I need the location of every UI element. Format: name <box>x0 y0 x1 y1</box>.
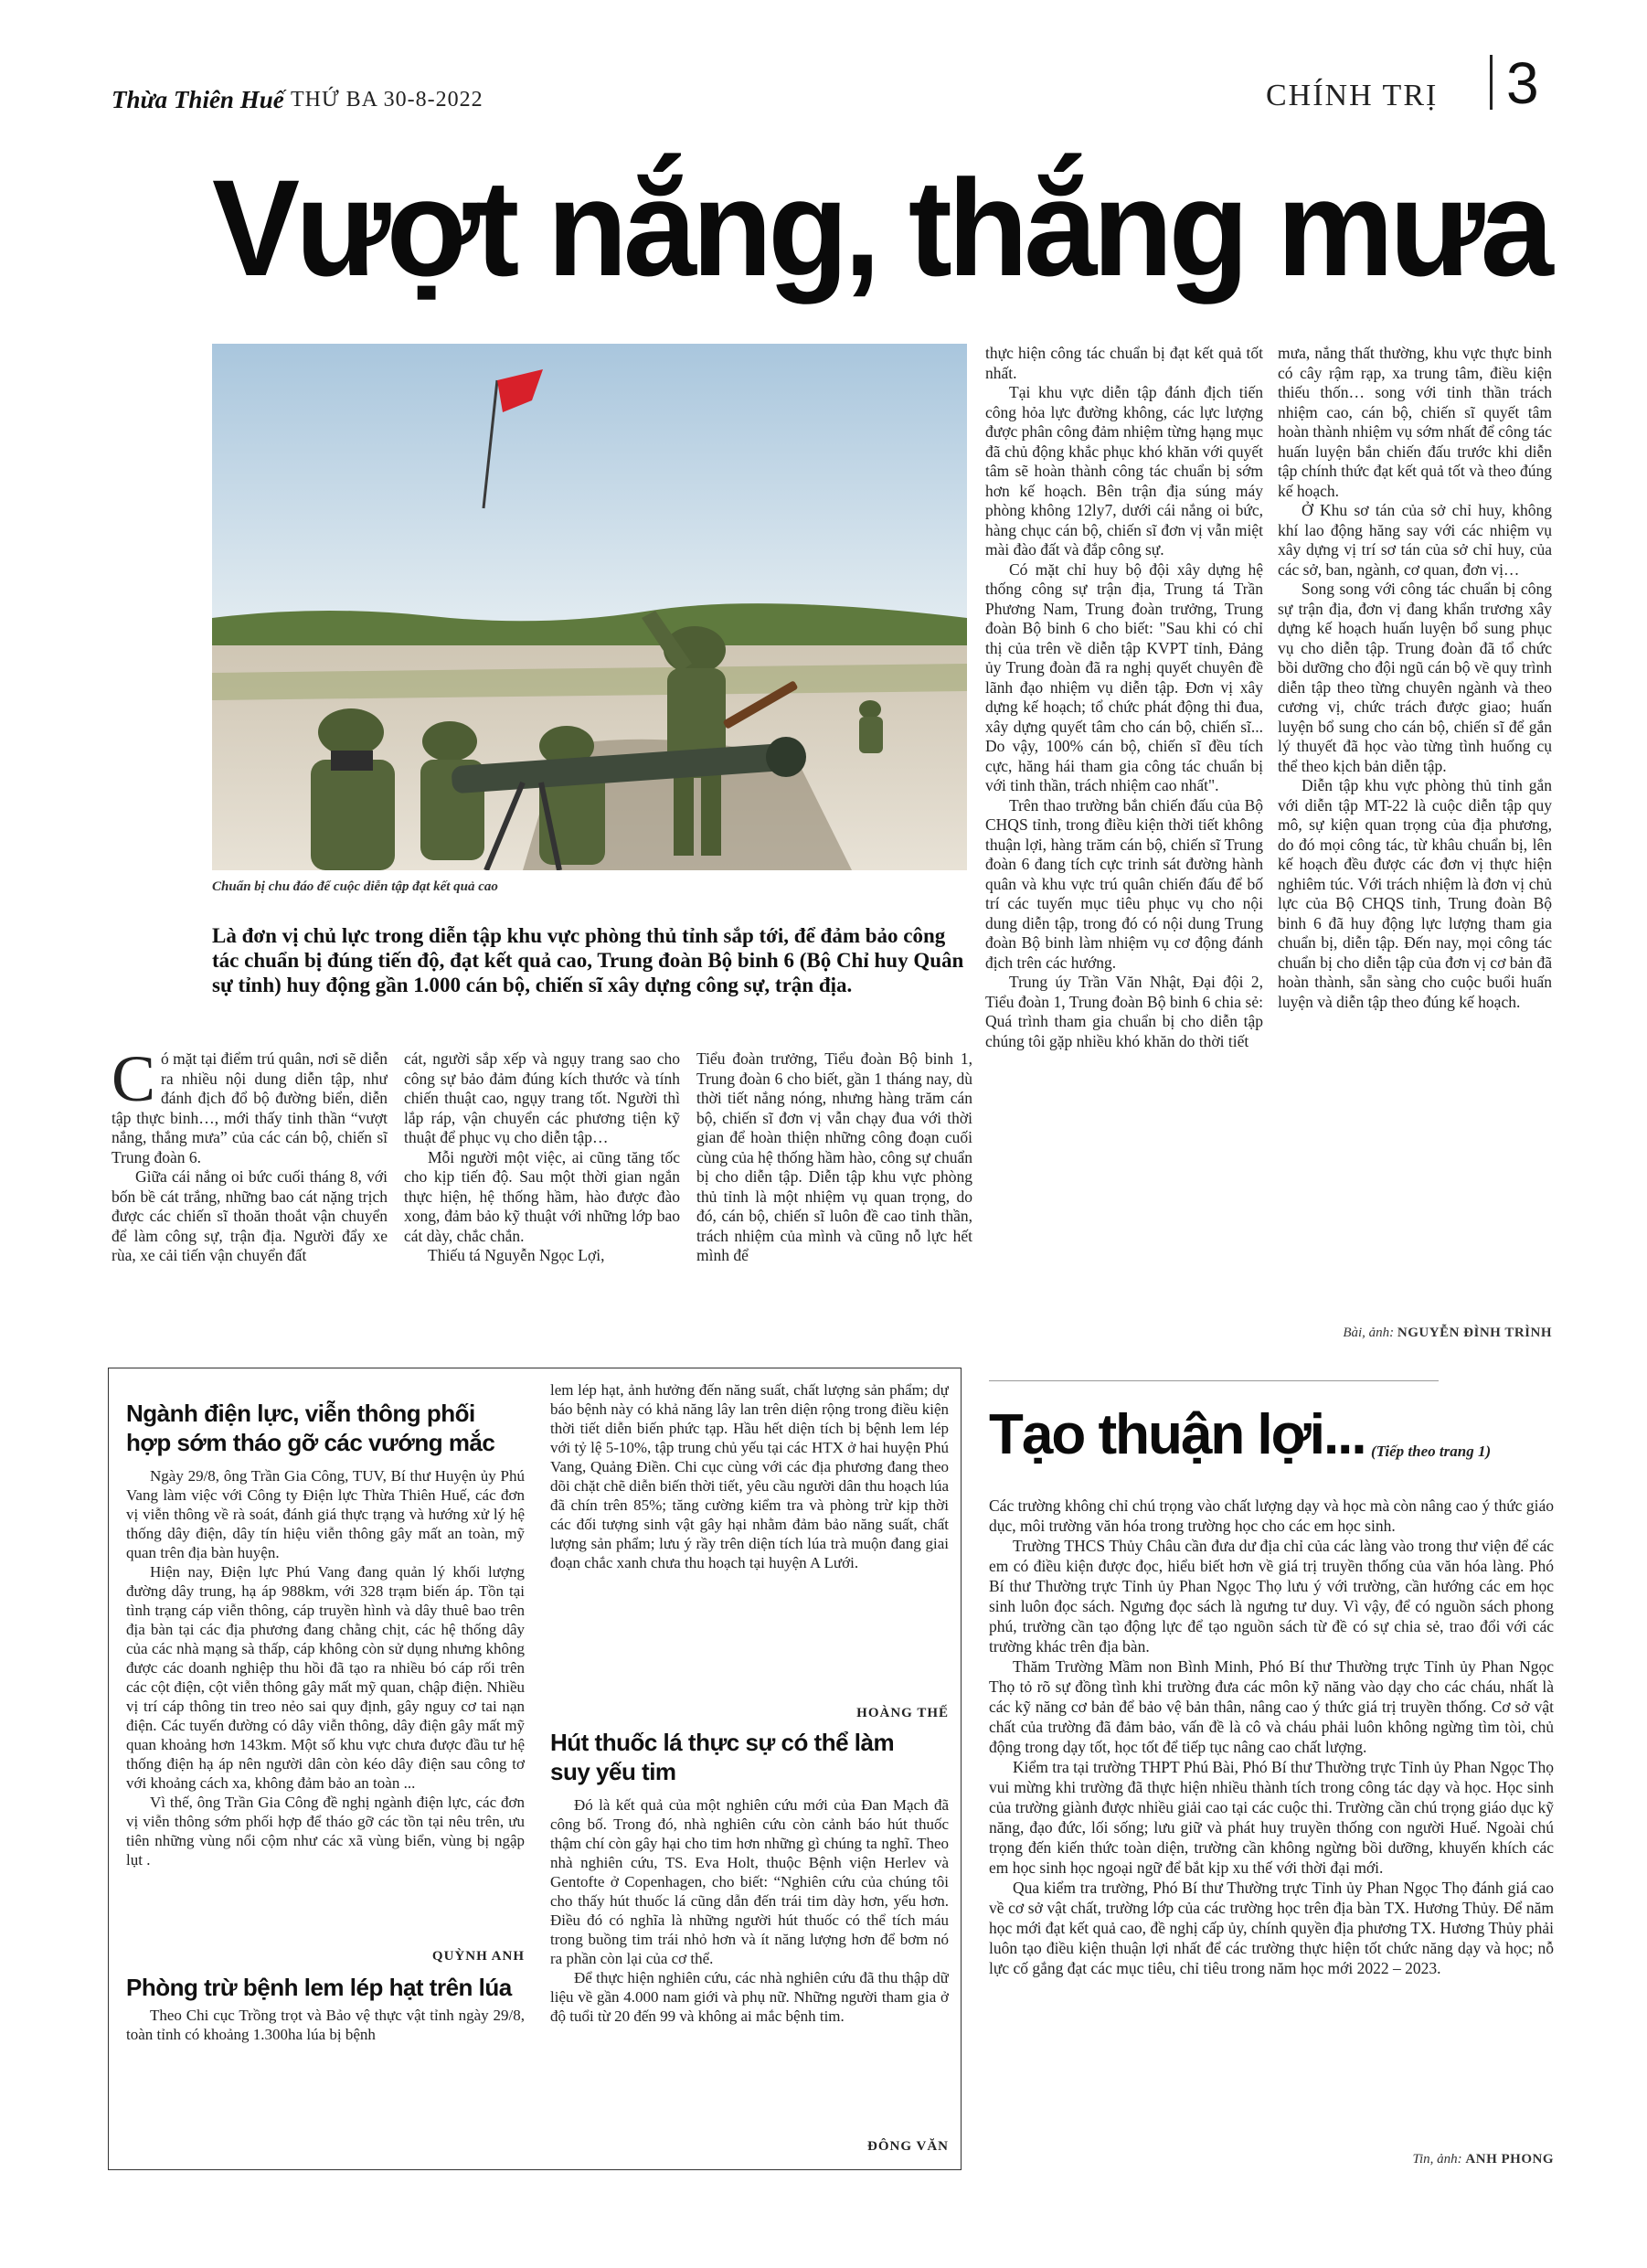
article-column-4 <box>985 344 1263 1344</box>
news-item-3-body <box>550 1795 949 2137</box>
paragraph: Giữa cái nắng oi bức cuối tháng 8, với bốn bề cát trắng, những bao cát nặng trịch được các chiến sĩ thoăn thoắt vận chuyển để làm công sự, trận địa. Người đẩy xe rùa, xe cải tiến vận chuyển đất <box>112 1167 388 1264</box>
byline-label: Tin, ảnh: <box>1412 2152 1462 2167</box>
paragraph: lem lép hạt, ảnh hưởng đến năng suất, chất lượng sản phẩm; dự báo bệnh này có khả năng lây lan trên diện rộng trong điều kiện thời tiết diễn biến phức tạp. Hầu hết diện tích bị bệnh lem lép với tỷ lệ 5-10%, tập trung chủ yếu tại các HTX ở hai huyện Phú Vang, Quảng Điền. Chi cục cùng với các địa phương đang theo dõi chặt chẽ diễn biến thời tiết, yêu cầu người dân thu hoạch lúa đã chín trên 85%; tăng cường kiểm tra và phòng trừ kịp thời các đối tượng sinh vật gây hại nhằm đảm bảo năng suất, chất lượng sản phẩm; lưu ý rầy trên diện tích lúa trà muộn đang giai đoạn chắc xanh chưa thu hoạch tại huyện A Lưới. <box>550 1381 949 1571</box>
paragraph: Đó là kết quả của một nghiên cứu mới của Đan Mạch đã công bố. Trong đó, nhà nghiên cứu còn cảnh báo hút thuốc thậm chí còn gây hại cho tim hơn những gì chúng ta nghĩ. Theo nhà nghiên cứu, TS. Eva Holt, thuộc Bệnh viện Herlev và Gentofte ở Copenhagen, cho biết: “Nghiên cứu của chúng tôi cho thấy hút thuốc lá cũng dẫn đến trái tim dày hơn, yếu hơn. Điều đó có nghĩa là những người hút thuốc có thể tích máu trong buồng tim trái nhỏ hơn và ít năng lượng hơn để bơm nó ra phần còn lại của cơ thể. <box>550 1796 949 1967</box>
news-item-2-author: HOÀNG THẾ <box>856 1706 949 1720</box>
section-divider <box>989 1380 1439 1381</box>
second-article-body <box>989 1496 1554 2146</box>
paragraph: mưa, nắng thất thường, khu vực thực binh có cây rậm rạp, xa trung tâm, điều kiện thiếu thốn… song với tinh thần trách nhiệm cao, cán bộ, chiến sĩ quyết tâm hoàn thành nhiệm vụ sớm nhất để công tác huấn luyện bắn chiến đấu trước khi diễn tập chính thức đạt kết quả tốt và theo đúng kế hoạch. <box>1278 344 1552 500</box>
issue-date: THỨ BA 30-8-2022 <box>291 88 483 112</box>
main-headline: Vượt nắng, thắng mưa <box>212 151 1549 304</box>
paragraph: Ngày 29/8, ông Trần Gia Công, TUV, Bí thư Huyện ủy Phú Vang làm việc với Công ty Điện lực Thừa Thiên Huế, các đơn vị viễn thông về rà soát, đánh giá thực trạng và hướng xử lý hệ thống dây điện, dây tín hiệu viễn thông gây mất an toàn, mỹ quan trên địa bàn huyện. <box>126 1467 525 1561</box>
page-number: 3 <box>1506 50 1539 116</box>
news-item-1-title: Ngành điện lực, viễn thông phối hợp sớm tháo gỡ các vướng mắc <box>126 1400 495 1456</box>
paragraph: Trên thao trường bắn chiến đấu của Bộ CHQS tỉnh, trong điều kiện thời tiết không thuận lợi, hàng trăm cán bộ, chiến sĩ Trung đoàn 6 đang tích cực trinh sát đường hành quân và khu vực trú quân chiến đấu để bố trí các tuyến mục tiêu phục vụ cho nội dung diễn tập, trong đó có nội dung Trung đoàn Bộ binh làm nhiệm vụ cơ động đánh địch trên các hướng. <box>985 795 1263 972</box>
byline-author: ANH PHONG <box>1465 2152 1554 2167</box>
news-item-2-body-part1 <box>126 2006 525 2050</box>
paragraph: Có mặt chỉ huy bộ đội xây dựng hệ thống công sự trận địa, Trung tá Trần Phương Nam, Trung đoàn trưởng, Trung đoàn Bộ binh 6 cho biết: "Sau khi có chỉ thị của trên về diễn tập KVPT tỉnh, Đảng ủy Trung đoàn đã ra nghị quyết chuyên đề lãnh đạo nhiệm vụ diễn tập. Đơn vị xây dựng kế hoạch; tổ chức phát động thi đua, xây dựng quyết tâm cho cán bộ, chiến sĩ... Do vậy, 100% cán bộ, chiến sĩ đều tích cực, hăng hái tham gia công tác chuẩn bị với tinh thần, trách nhiệm cao nhất". <box>985 559 1263 794</box>
article-column-1 <box>112 1049 388 1344</box>
article-column-5 <box>1278 344 1552 1322</box>
paragraph: Thăm Trường Mầm non Bình Minh, Phó Bí thư Thường trực Tỉnh ủy Phan Ngọc Thọ tỏ rõ sự đồng tình khi trường đưa các môn kỹ năng vào dạy cho các cháu, nhất là các kỹ năng cơ bản để bảo vệ bản thân, nâng cao ý thức giá trị truyền thống. Cơ sở vật chất của trường đã đảm bảo, vấn đề là cô và cháu phải luôn không ngừng tìm tòi, chủ động trong dạy tốt, học tốt để tiếp tục nâng cao chất lượng. <box>989 1657 1554 1756</box>
paragraph: Vì thế, ông Trần Gia Công đề nghị ngành điện lực, các đơn vị viễn thông sớm phối hợp để tháo gỡ các tồn tại nêu trên, ưu tiên những vùng nổi cộm như các xã vùng biển, vùng bị ngập lụt . <box>126 1794 525 1869</box>
paragraph: Song song với công tác chuẩn bị công sự trận địa, đơn vị đang khẩn trương xây dựng kế hoạch huấn luyện bổ sung phục vụ cho diễn tập. Trung đoàn đã tổ chức bồi dưỡng cho đội ngũ cán bộ về quy trình diễn tập theo từng chuyên ngành và theo cương vị, chức trách được giao; huấn luyện bổ sung cho cán bộ, chiến sĩ để gắn lý thuyết đã học vào từng tình huống cụ thể theo kịch bản diễn tập. <box>1278 580 1552 775</box>
paragraph: Tiểu đoàn trưởng, Tiểu đoàn Bộ binh 1, Trung đoàn 6 cho biết, gần 1 tháng nay, dù thời tiết nắng nóng, nhưng hàng trăm cán bộ, chiến sĩ đơn vị vẫn chạy đua với thời gian để hoàn thiện những công đoạn cuối cùng của hệ thống hầm hào, công sự chuẩn bị cho diễn tập. Diễn tập khu vực phòng thủ tỉnh là một nhiệm vụ quan trọng, do đó, cán bộ, chiến sĩ luôn đề cao tinh thần, trách nhiệm của mình và cũng nỗ lực hết mình để <box>696 1049 972 1264</box>
header-divider <box>1490 55 1493 110</box>
news-item-3-author: ĐÔNG VĂN <box>867 2139 949 2154</box>
paragraph: Theo Chi cục Trồng trọt và Bảo vệ thực vật tỉnh ngày 29/8, toàn tỉnh có khoảng 1.300ha lúa bị bệnh <box>126 2007 525 2043</box>
paragraph: Trường THCS Thủy Châu cần đưa dư địa chỉ của các làng vào trong thư viện để các em có điều kiện được đọc, hiểu biết hơn về giá trị truyền thống của văn hóa làng. Phó Bí thư Thường trực Tỉnh ủy Phan Ngọc Thọ lưu ý với trường, cần hướng các em học sinh luôn đọc sách. Ngưng đọc sách là ngưng tư duy. Vì vậy, để có nguồn sách phong phú, trường cần tạo động lực để tạo nguồn sách từ đề có sự chia sẻ, trao đổi với các trường khác trên địa bàn. <box>989 1537 1554 1656</box>
paragraph: ó mặt tại điểm trú quân, nơi sẽ diễn ra nhiều nội dung diễn tập, như đánh địch đổ bộ đường biển, diễn tập thực binh…, mới thấy tinh thần “vượt nắng, thắng mưa” của các cán bộ, chiến sĩ Trung đoàn 6. <box>112 1049 388 1166</box>
news-item-1-body <box>126 1466 525 1942</box>
paragraph: thực hiện công tác chuẩn bị đạt kết quả tốt nhất. <box>985 344 1263 382</box>
article-photo <box>212 344 967 870</box>
article-lede: Là đơn vị chủ lực trong diễn tập khu vực phòng thủ tỉnh sắp tới, để đảm bảo công tác chuẩn bị đúng tiến độ, đạt kết quả cao, Trung đoàn Bộ binh 6 (Bộ Chỉ huy Quân sự tỉnh) huy động gần 1.000 cán bộ, chiến sĩ xây dựng công sự, trận địa. <box>212 924 964 996</box>
masthead: Thừa Thiên Huế <box>112 86 284 113</box>
byline-author: NGUYỄN ĐÌNH TRÌNH <box>1397 1326 1552 1340</box>
news-item-2-body-part2 <box>550 1380 949 1704</box>
section-title: CHÍNH TRỊ <box>1266 79 1439 112</box>
news-item-1-author: QUỲNH ANH <box>431 1949 525 1964</box>
news-item-2-title: Phòng trừ bệnh lem lép hạt trên lúa <box>126 1974 512 2001</box>
paragraph: Ở Khu sơ tán của sở chỉ huy, không khí lao động hăng say với các nhiệm vụ xây dựng vị trí sơ tán của sở chỉ huy, của các sở, ban, ngành, cơ quan, đơn vị… <box>1278 501 1552 579</box>
byline-label: Bài, ảnh: <box>1343 1326 1395 1340</box>
article-byline <box>1278 1326 1552 1341</box>
article-column-2 <box>404 1049 680 1344</box>
paragraph: Thiếu tá Nguyễn Ngọc Lợi, <box>428 1246 605 1264</box>
paragraph: Các trường không chỉ chú trọng vào chất lượng dạy và học mà còn nâng cao ý thức giáo dục, môi trường văn hóa trong trường học cho các em học sinh. <box>989 1496 1554 1535</box>
second-article-byline <box>989 2152 1554 2167</box>
paragraph: Diễn tập khu vực phòng thủ tỉnh gắn với diễn tập MT-22 là cuộc diễn tập quy mô, sự kiện quan trọng của địa phương, do đó mọi công tác, từ khâu chuẩn bị, lên kế hoạch đều được các đơn vị thực hiện nghiêm túc. Với trách nhiệm là đơn vị chủ lực của Bộ CHQS tỉnh, Trung đoàn Bộ binh 6 đã huy động lực lượng tham gia chuẩn bị, diễn tập. Đến nay, mọi công tác chuẩn bị cho diễn tập của đơn vị cơ bản đã hoàn thành, sẵn sàng cho cuộc buổi huấn luyện và diễn tập theo đúng kế hoạch. <box>1278 776 1552 1011</box>
paragraph: Để thực hiện nghiên cứu, các nhà nghiên cứu đã thu thập dữ liệu về gần 4.000 nam giới và phụ nữ. Những người tham gia ở độ tuổi từ 20 đến 99 và không ai mắc bệnh tim. <box>550 1969 949 2025</box>
paragraph: Qua kiểm tra trường, Phó Bí thư Thường trực Tỉnh ủy Phan Ngọc Thọ đánh giá cao về cơ sở vật chất, trường lớp của các trường học trên địa bàn TX. Hương Thủy. Để năm học mới đạt kết quả cao, đề nghị cấp ủy, chính quyền địa phương TX. Hương Thủy phải luôn tạo điều kiện thuận lợi nhất để các trường thực hiện tốt chức năng dạy và học; nỗ lực cố gắng đạt các mục tiêu, chỉ tiêu trong năm học mới 2022 – 2023. <box>989 1879 1554 1977</box>
second-headline: Tạo thuận lợi... <box>989 1403 1365 1466</box>
drop-cap: C <box>112 1049 156 1115</box>
photo-caption: Chuẩn bị chu đáo để cuộc diễn tập đạt kết quả cao <box>212 879 498 894</box>
paragraph: Mỗi người một việc, ai cũng tăng tốc cho kịp tiến độ. Sau một thời gian ngắn thực hiện, hệ thống hầm, hào được đào xong, đảm bảo kỹ thuật với những lớp bao cát dày, chắc chắn. <box>404 1147 680 1245</box>
paragraph: Kiểm tra tại trường THPT Phú Bài, Phó Bí thư Thường trực Tỉnh ủy Phan Ngọc Thọ vui mừng khi trường đã thực hiện nhiều thành tích trong công tác dạy và học. Học sinh của trường giành được nhiều giải cao tại các cuộc thi. Trường cần chú trọng giáo dục kỹ năng, đạo đức, lối sống; lưu giữ và phát huy truyền thống con người Huế. Ngoài chú trọng đến kiến thức toàn diện, trường cần không ngừng bồi dưỡng, khuyến khích các em học sinh học ngoại ngữ để bắt kịp xu thế với thời đại mới. <box>989 1758 1554 1877</box>
paragraph: Trung úy Trần Văn Nhật, Đại đội 2, Tiểu đoàn 1, Trung đoàn Bộ binh 6 chia sẻ: Quá trình tham gia chuẩn bị cho diễn tập chúng tôi gặp nhiều khó khăn do thời tiết <box>985 973 1263 1050</box>
article-column-3 <box>696 1049 972 1344</box>
news-item-3-title: Hút thuốc lá thực sự có thể làm suy yếu tim <box>550 1729 895 1785</box>
paragraph: cát, người sắp xếp và ngụy trang sao cho công sự bảo đảm đúng kích thước và tính chiến thuật cao, ngụy trang tốt. Người thì lắp ráp, vận chuyển các phương tiện kỹ thuật để phục vụ cho diễn tập… <box>404 1049 680 1146</box>
continued-note: (Tiếp theo trang 1) <box>1371 1443 1492 1460</box>
paragraph: Hiện nay, Điện lực Phú Vang đang quản lý khối lượng đường dây trung, hạ áp 988km, với 328 trạm biến áp. Tồn tại tình trạng cáp viễn thông, cáp truyền hình và dây thuê bao trên địa bàn tại các địa phương đang chằng chịt, các hệ thống dây của các nhà mạng sà thấp, cáp không còn sử dụng nhưng không được các doanh nghiệp thu hồi đã tạo ra nhiều bó cáp rối trên các cột điện, cột viễn thông gây mất mỹ quan, chập điện. Nhiều vị trí cáp thông tin treo nẻo sai quy định, gây nguy cơ tai nạn điện. Các tuyến đường có dây viễn thông, dây điện gây mất mỹ quan khoảng hơn 143km. Một số khu vực chưa được đầu tư hệ thống điện hạ áp nên người dân còn kéo dây điện sau công tơ với khoảng cách xa, không đảm bảo an toàn ... <box>126 1563 525 1792</box>
paragraph: Tại khu vực diễn tập đánh địch tiến công hỏa lực đường không, các lực lượng được phân công đảm nhiệm từng hạng mục đã chủ động khắc phục khó khăn với quyết tâm sẽ hoàn thành công tác chuẩn bị sớm hơn kế hoạch. Bên trận địa súng máy phòng không 12ly7, dưới cái nắng oi bức, hàng chục cán bộ, chiến sĩ đơn vị vẫn miệt mài đào đất và đắp công sự. <box>985 383 1263 559</box>
